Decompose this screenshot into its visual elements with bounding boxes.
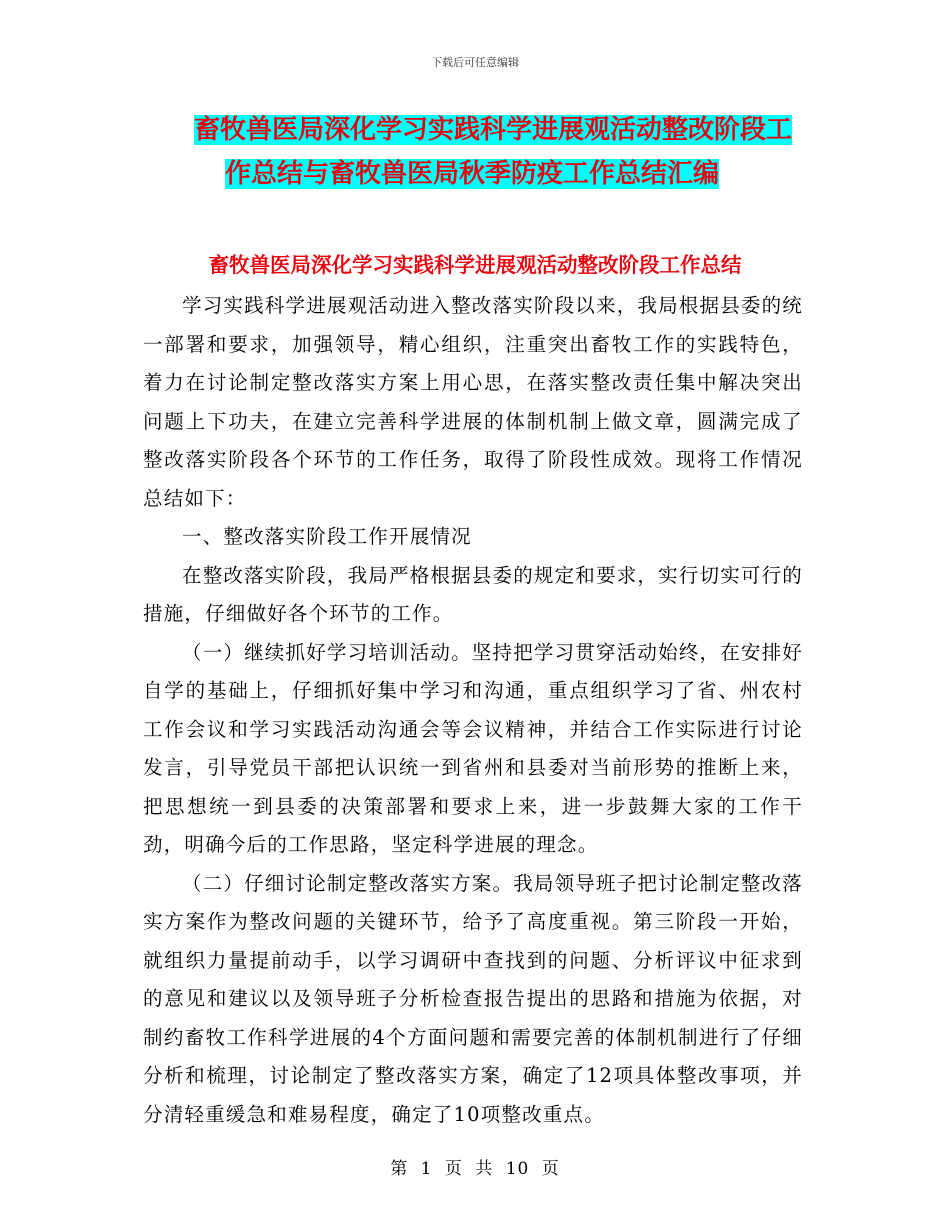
main-title-line-2 <box>150 152 840 196</box>
body-paragraph: （二）仔细讨论制定整改落实方案。我局领导班子把讨论制定整改落实方案作为整改问题的关键环节，给予了高度重视。第三阶段一开始，就组织力量提前动手，以学习调研中查找到的问题、分析评议中征求到的意见和建议以及领导班子分析检查报告提出的思路和措施为依据，对制约畜牧工作科学进展的4个方面问题和需要完善的体制机制进行了仔细分析和梳理，讨论制定了整改落实方案，确定了12项具体整改事项，并分清轻重缓急和难易程度，确定了10项整改重点。 <box>143 871 804 1126</box>
body-paragraph: 在整改落实阶段，我局严格根据县委的规定和要求，实行切实可行的措施，仔细做好各个环节的工作。 <box>143 563 804 625</box>
main-title-line-2-text: 作总结与畜牧兽医局秋季防疫工作总结汇编 <box>225 159 720 189</box>
section-title: 畜牧兽医局深化学习实践科学进展观活动整改阶段工作总结 <box>208 253 742 277</box>
page-number-footer: 第 1 页 共 10 页 <box>390 1159 560 1179</box>
body-paragraph: 学习实践科学进展观活动进入整改落实阶段以来，我局根据县委的统一部署和要求，加强领导，精心组织，注重突出畜牧工作的实践特色，着力在讨论制定整改落实方案上用心思，在落实整改责任集中解决突出问题上下功夫，在建立完善科学进展的体制机制上做文章，圆满完成了整改落实阶段各个环节的工作任务，取得了阶段性成效。现将工作情况总结如下： <box>143 294 804 510</box>
main-title-line-1 <box>150 108 840 152</box>
document-main-title <box>150 108 840 196</box>
body-heading-1: 一、整改落实阶段工作开展情况 <box>182 525 472 548</box>
document-body <box>143 287 803 1134</box>
main-title-line-1-text: 畜牧兽医局深化学习实践科学进展观活动整改阶段工 <box>194 115 793 145</box>
body-paragraph: （一）继续抓好学习培训活动。坚持把学习贯穿活动始终，在安排好自学的基础上，仔细抓好集中学习和沟通，重点组织学习了省、州农村工作会议和学习实践活动沟通会等会议精神，并结合工作实际进行讨论发言，引导党员干部把认识统一到省州和县委对当前形势的推断上来，把思想统一到县委的决策部署和要求上来，进一步鼓舞大家的工作干劲，明确今后的工作思路，坚定科学进展的理念。 <box>143 640 804 856</box>
page-header-note: 下载后可任意编辑 <box>431 56 519 69</box>
